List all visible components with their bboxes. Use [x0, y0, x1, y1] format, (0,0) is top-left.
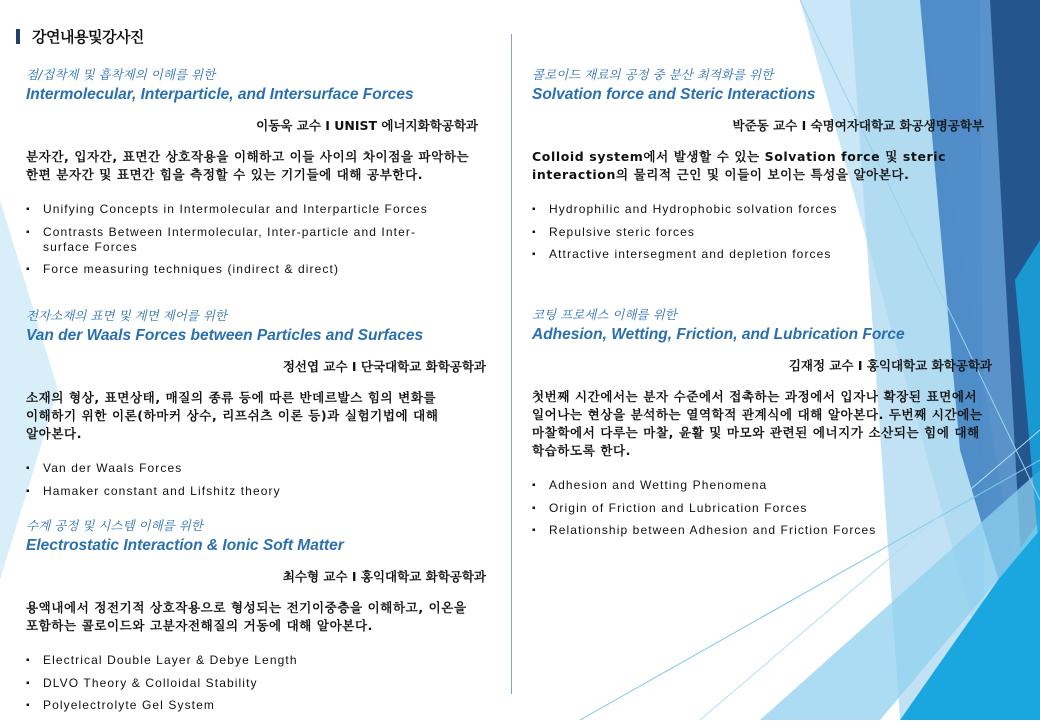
lecture-title-en: Intermolecular, Interparticle, and Intersurface Forces	[26, 86, 414, 103]
list-item: ▪ Electrical Double Layer & Debye Length	[26, 653, 491, 668]
lecture-description: 분자간, 입자간, 표면간 상호작용을 이해하고 이들 사이의 차이점을 파악하는 한편 분자간 및 표면간 힘을 측정할 수 있는 기기들에 대해 공부한다.	[26, 149, 470, 182]
list-item: ▪ Repulsive steric forces	[532, 225, 992, 240]
lecture-title-en: Van der Waals Forces between Particles and Surfaces	[26, 327, 424, 344]
lecture-presenter: 김재정 교수 I 홍익대학교 화학공학과	[788, 358, 992, 373]
list-item: ▪ Relationship between Adhesion and Friction Forces	[532, 523, 1002, 538]
lecture-description: Colloid system에서 발생할 수 있는 Solvation force 및 steric interaction의 물리적 근인 및 이들이 보이는 특성을 알아본다.	[532, 149, 947, 182]
list-item: ▪ Force measuring techniques (indirect & direct)	[26, 262, 456, 277]
lecture-subtitle-ko: 코팅 프로세스 이해를 위한	[532, 307, 677, 322]
lecture-presenter: 이동욱 교수 I UNIST 에너지화학공학과	[256, 118, 478, 133]
lecture-topic-list	[532, 478, 1002, 538]
list-item: ▪ Origin of Friction and Lubrication Forces	[532, 501, 1002, 516]
list-item: ▪ Adhesion and Wetting Phenomena	[532, 478, 1002, 493]
lecture-subtitle-ko: 전자소재의 표면 및 계면 제어를 위한	[26, 308, 227, 323]
lecture-presenter: 정선엽 교수 I 단국대학교 화학공학과	[282, 359, 486, 374]
page-title: 강연내용및강사진	[32, 28, 144, 46]
lecture-presenter: 최수형 교수 I 홍익대학교 화학공학과	[282, 569, 486, 584]
list-item: ▪ Contrasts Between Intermolecular, Inter-particle and Inter-surface Forces	[26, 225, 456, 255]
lecture-description: 첫번째 시간에서는 분자 수준에서 접촉하는 과정에서 입자나 확장된 표면에서 일어나는 현상을 분석하는 열역학적 관계식에 대해 알아본다. 두번째 시간에는 마찰학에서 다루는 마찰, 윤활 및 마모와 관련된 에너지가 소산되는 힘에 대해 학습하도록 한다.	[532, 389, 983, 458]
lecture-section-3	[26, 516, 491, 721]
lecture-title-en: Adhesion, Wetting, Friction, and Lubrication Force	[532, 326, 905, 343]
lecture-topic-list	[26, 461, 491, 499]
lecture-topic-list	[532, 202, 992, 262]
lecture-title-en: Electrostatic Interaction & Ionic Soft Matter	[26, 537, 344, 554]
list-item: ▪ Attractive intersegment and depletion forces	[532, 247, 992, 262]
lecture-subtitle-ko: 콜로이드 재료의 공정 중 분산 최적화를 위한	[532, 67, 774, 82]
list-item: ▪ Unifying Concepts in Intermolecular and Interparticle Forces	[26, 202, 456, 217]
lecture-section-4	[532, 65, 992, 270]
lecture-description: 용액내에서 정전기적 상호작용으로 형성되는 전기이중층을 이해하고, 이온을 포함하는 콜로이드와 고분자전해질의 거동에 대해 알아본다.	[26, 600, 467, 633]
lecture-description: 소재의 형상, 표면상태, 매질의 종류 등에 따른 반데르발스 힘의 변화를 이해하기 위한 이론(하마커 상수, 리프쉬츠 이론 등)과 실험기법에 대해 알아본다.	[26, 390, 439, 441]
header	[16, 26, 144, 47]
lecture-section-5	[532, 305, 1002, 546]
list-item: ▪ Polyelectrolyte Gel System	[26, 698, 491, 713]
lecture-section-2	[26, 306, 491, 506]
lecture-topic-list	[26, 202, 456, 277]
lecture-subtitle-ko: 점/접착제 및 흡착제의 이해를 위한	[26, 67, 216, 82]
list-item: ▪ DLVO Theory & Colloidal Stability	[26, 676, 491, 691]
header-accent-bar	[16, 29, 20, 44]
lecture-section-1	[26, 65, 486, 285]
list-item: ▪ Van der Waals Forces	[26, 461, 491, 476]
lecture-title-en: Solvation force and Steric Interactions	[532, 86, 816, 103]
column-divider	[511, 34, 512, 694]
lecture-subtitle-ko: 수계 공정 및 시스템 이해를 위한	[26, 518, 203, 533]
list-item: ▪ Hydrophilic and Hydrophobic solvation forces	[532, 202, 992, 217]
list-item: ▪ Hamaker constant and Lifshitz theory	[26, 484, 491, 499]
lecture-presenter: 박준동 교수 I 숙명여자대학교 화공생명공학부	[732, 118, 984, 133]
lecture-topic-list	[26, 653, 491, 713]
